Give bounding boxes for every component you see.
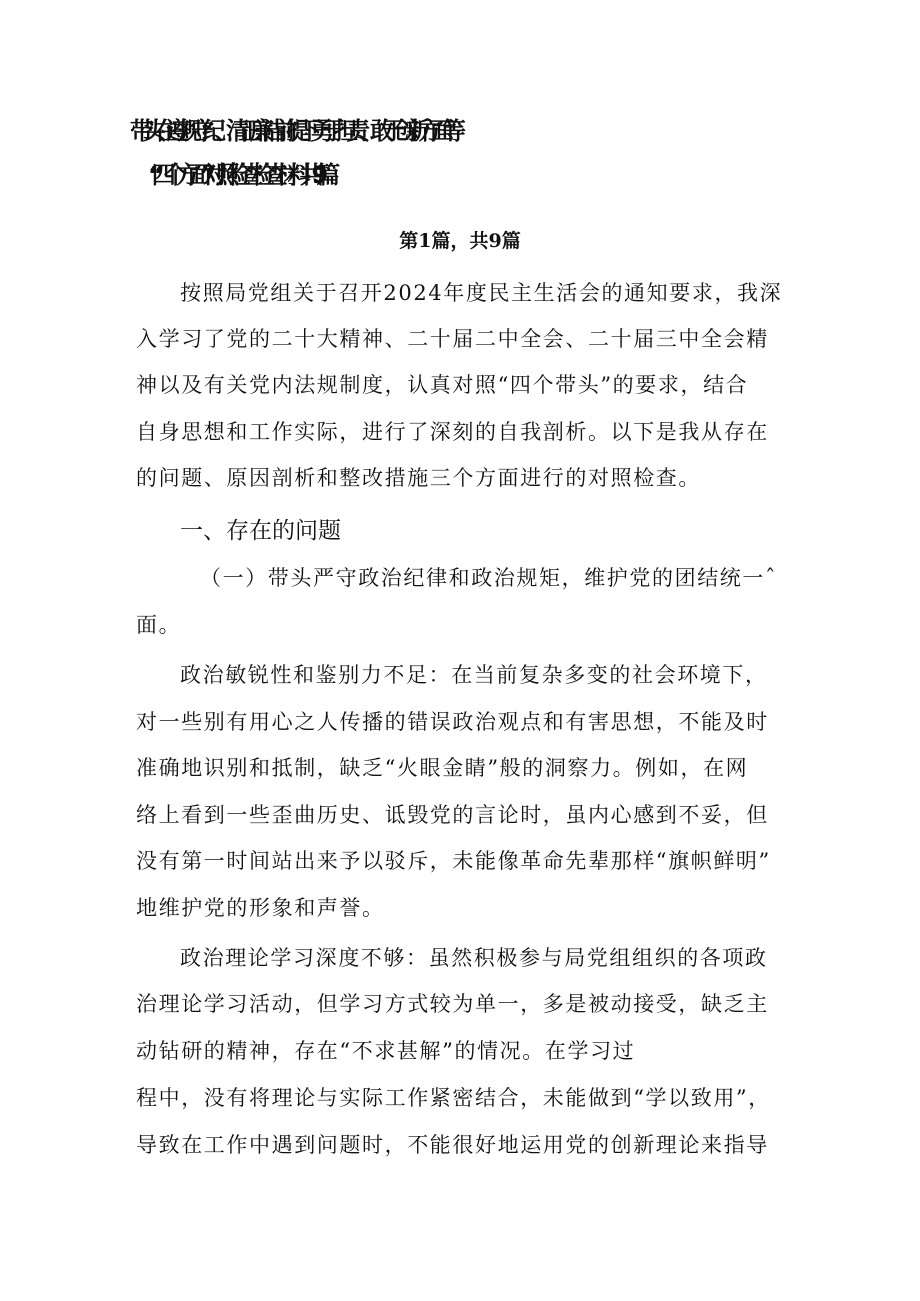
paragraph-line: 神以及有关党内法规制度，认真对照“四个带头”的要求，结合 (136, 373, 749, 397)
paragraph-line: 地维护党的形象和声誉。 (136, 896, 385, 920)
paragraph-line: 对一些别有用心之人传播的错误政治观点和有害思想，不能及时 (136, 710, 769, 734)
paragraph-line: 没有第一时间站出来予以驳斥，未能像革命先辈那样“旗帜鲜明” (136, 849, 771, 873)
paragraph-line: 按照局党组关于召开2024年度民主生活会的通知要求，我深 (180, 281, 783, 305)
paragraph-line: 政治理论学习深度不够：虽然积极参与局党组组织的各项政 (180, 946, 768, 970)
paragraph-line: （一）带头严守政治纪律和政治规矩，维护党的团结统一ˆ (200, 566, 778, 590)
document-title-line-2: “四个方面”对照检查检查材料共9篇 (148, 161, 329, 189)
paragraph-line: 准确地识别和抵制，缺乏“火眼金睛”般的洞察力。例如，在网 (136, 756, 749, 780)
paragraph-line: 动钻研的精神，存在“不求甚解”的情况。在学习过 (136, 1039, 636, 1063)
paragraph-line: 面。 (136, 613, 182, 637)
section-heading: 一、存在的问题 (180, 518, 341, 544)
document-title-line-1: 带头在遵规守纪、清正廉洁前提下勇于担责、敢于创新方面等 (130, 117, 454, 145)
paragraph-line: 政治敏锐性和鉴别力不足：在当前复杂多变的社会环境下， (180, 663, 768, 687)
paragraph-line: 的问题、原因剖析和整改措施三个方面进行的对照检查。 (136, 466, 701, 490)
paragraph-line: 程中，没有将理论与实际工作紧密结合，未能做到“学以致用”， (136, 1086, 771, 1110)
paragraph-line: 导致在工作中遇到问题时，不能很好地运用党的创新理论来指导 (136, 1133, 769, 1157)
paragraph-line: 治理论学习活动，但学习方式较为单一，多是被动接受，缺乏主 (136, 992, 769, 1016)
document-subtitle: 第1篇，共9篇 (399, 230, 521, 252)
paragraph-line: 自身思想和工作实际，进行了深刻的自我剖析。以下是我从存在 (136, 420, 769, 444)
paragraph-line: 络上看到一些歪曲历史、诋毁党的言论时，虽内心感到不妥，但 (136, 803, 769, 827)
paragraph-line: 入学习了党的二十大精神、二十届二中全会、二十届三中全会精 (136, 327, 769, 351)
